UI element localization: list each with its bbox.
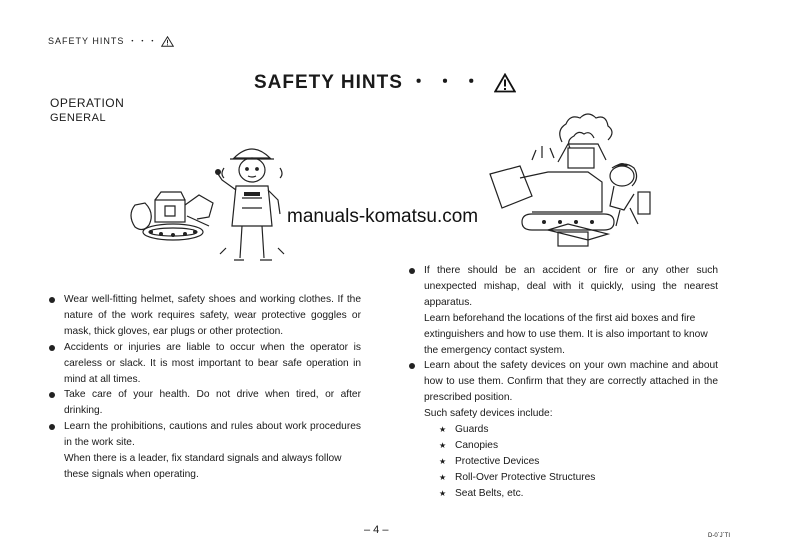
- device-list-item: ★ Protective Devices: [408, 454, 718, 470]
- device-list-item: ★ Roll-Over Protective Structures: [408, 470, 718, 486]
- bullet-item: If there should be an accident or fire or any other such unexpected mishap, deal with it quickly, using the nearest apparatus.: [408, 263, 718, 311]
- device-list-item: ★ Canopies: [408, 438, 718, 454]
- bullet-item: Take care of your health. Do not drive when tired, or after drinking.: [48, 387, 361, 419]
- left-column: [48, 292, 361, 483]
- page-code: D-0´J´TI: [708, 533, 730, 539]
- paragraph-text: Learn beforehand the locations of the first aid boxes and fire extinguishers and how to use them. It is also important to know the emergency contact system.: [424, 312, 708, 356]
- paragraph-text: Such safety devices include:: [424, 408, 553, 420]
- bullet-item: Learn the prohibitions, cautions and rules about work procedures in the work site.: [48, 419, 361, 451]
- section-heading: OPERATION: [50, 96, 125, 110]
- page-title: [254, 67, 516, 94]
- watermark-text: manuals-komatsu.com: [287, 206, 479, 227]
- device-list-item: ★ Guards: [408, 422, 718, 438]
- page-number: – 4 –: [364, 524, 389, 536]
- bullet-item: Wear well-fitting helmet, safety shoes and working clothes. If the nature of the work requires safety, wear protective goggles or mask, thick gloves, ear plugs or other protection.: [48, 292, 361, 340]
- page-title-text: SAFETY HINTS ・ ・ ・: [254, 72, 482, 93]
- bullet-item: Accidents or injuries are liable to occur when the operator is careless or slack. It is most important to bear safe operation in mind at all times.: [48, 340, 361, 388]
- running-header-text: SAFETY HINTS ・・・: [48, 36, 158, 46]
- device-list-item: ★ Seat Belts, etc.: [408, 486, 718, 502]
- subsection-heading: GENERAL: [50, 112, 107, 124]
- bullet-item: Learn about the safety devices on your own machine and about how to use them. Confirm that they are correctly attached in the prescribed position.: [408, 358, 718, 406]
- warning-triangle-icon: [494, 73, 516, 93]
- loader-illustration: [125, 180, 220, 250]
- paragraph-text: When there is a leader, fix standard signals and always follow these signals when operating.: [64, 453, 342, 480]
- right-column: [408, 263, 718, 502]
- worker-illustration: [212, 138, 292, 273]
- warning-triangle-icon: [161, 36, 174, 47]
- running-header: [48, 34, 174, 47]
- bulldozer-fire-illustration: [488, 112, 658, 262]
